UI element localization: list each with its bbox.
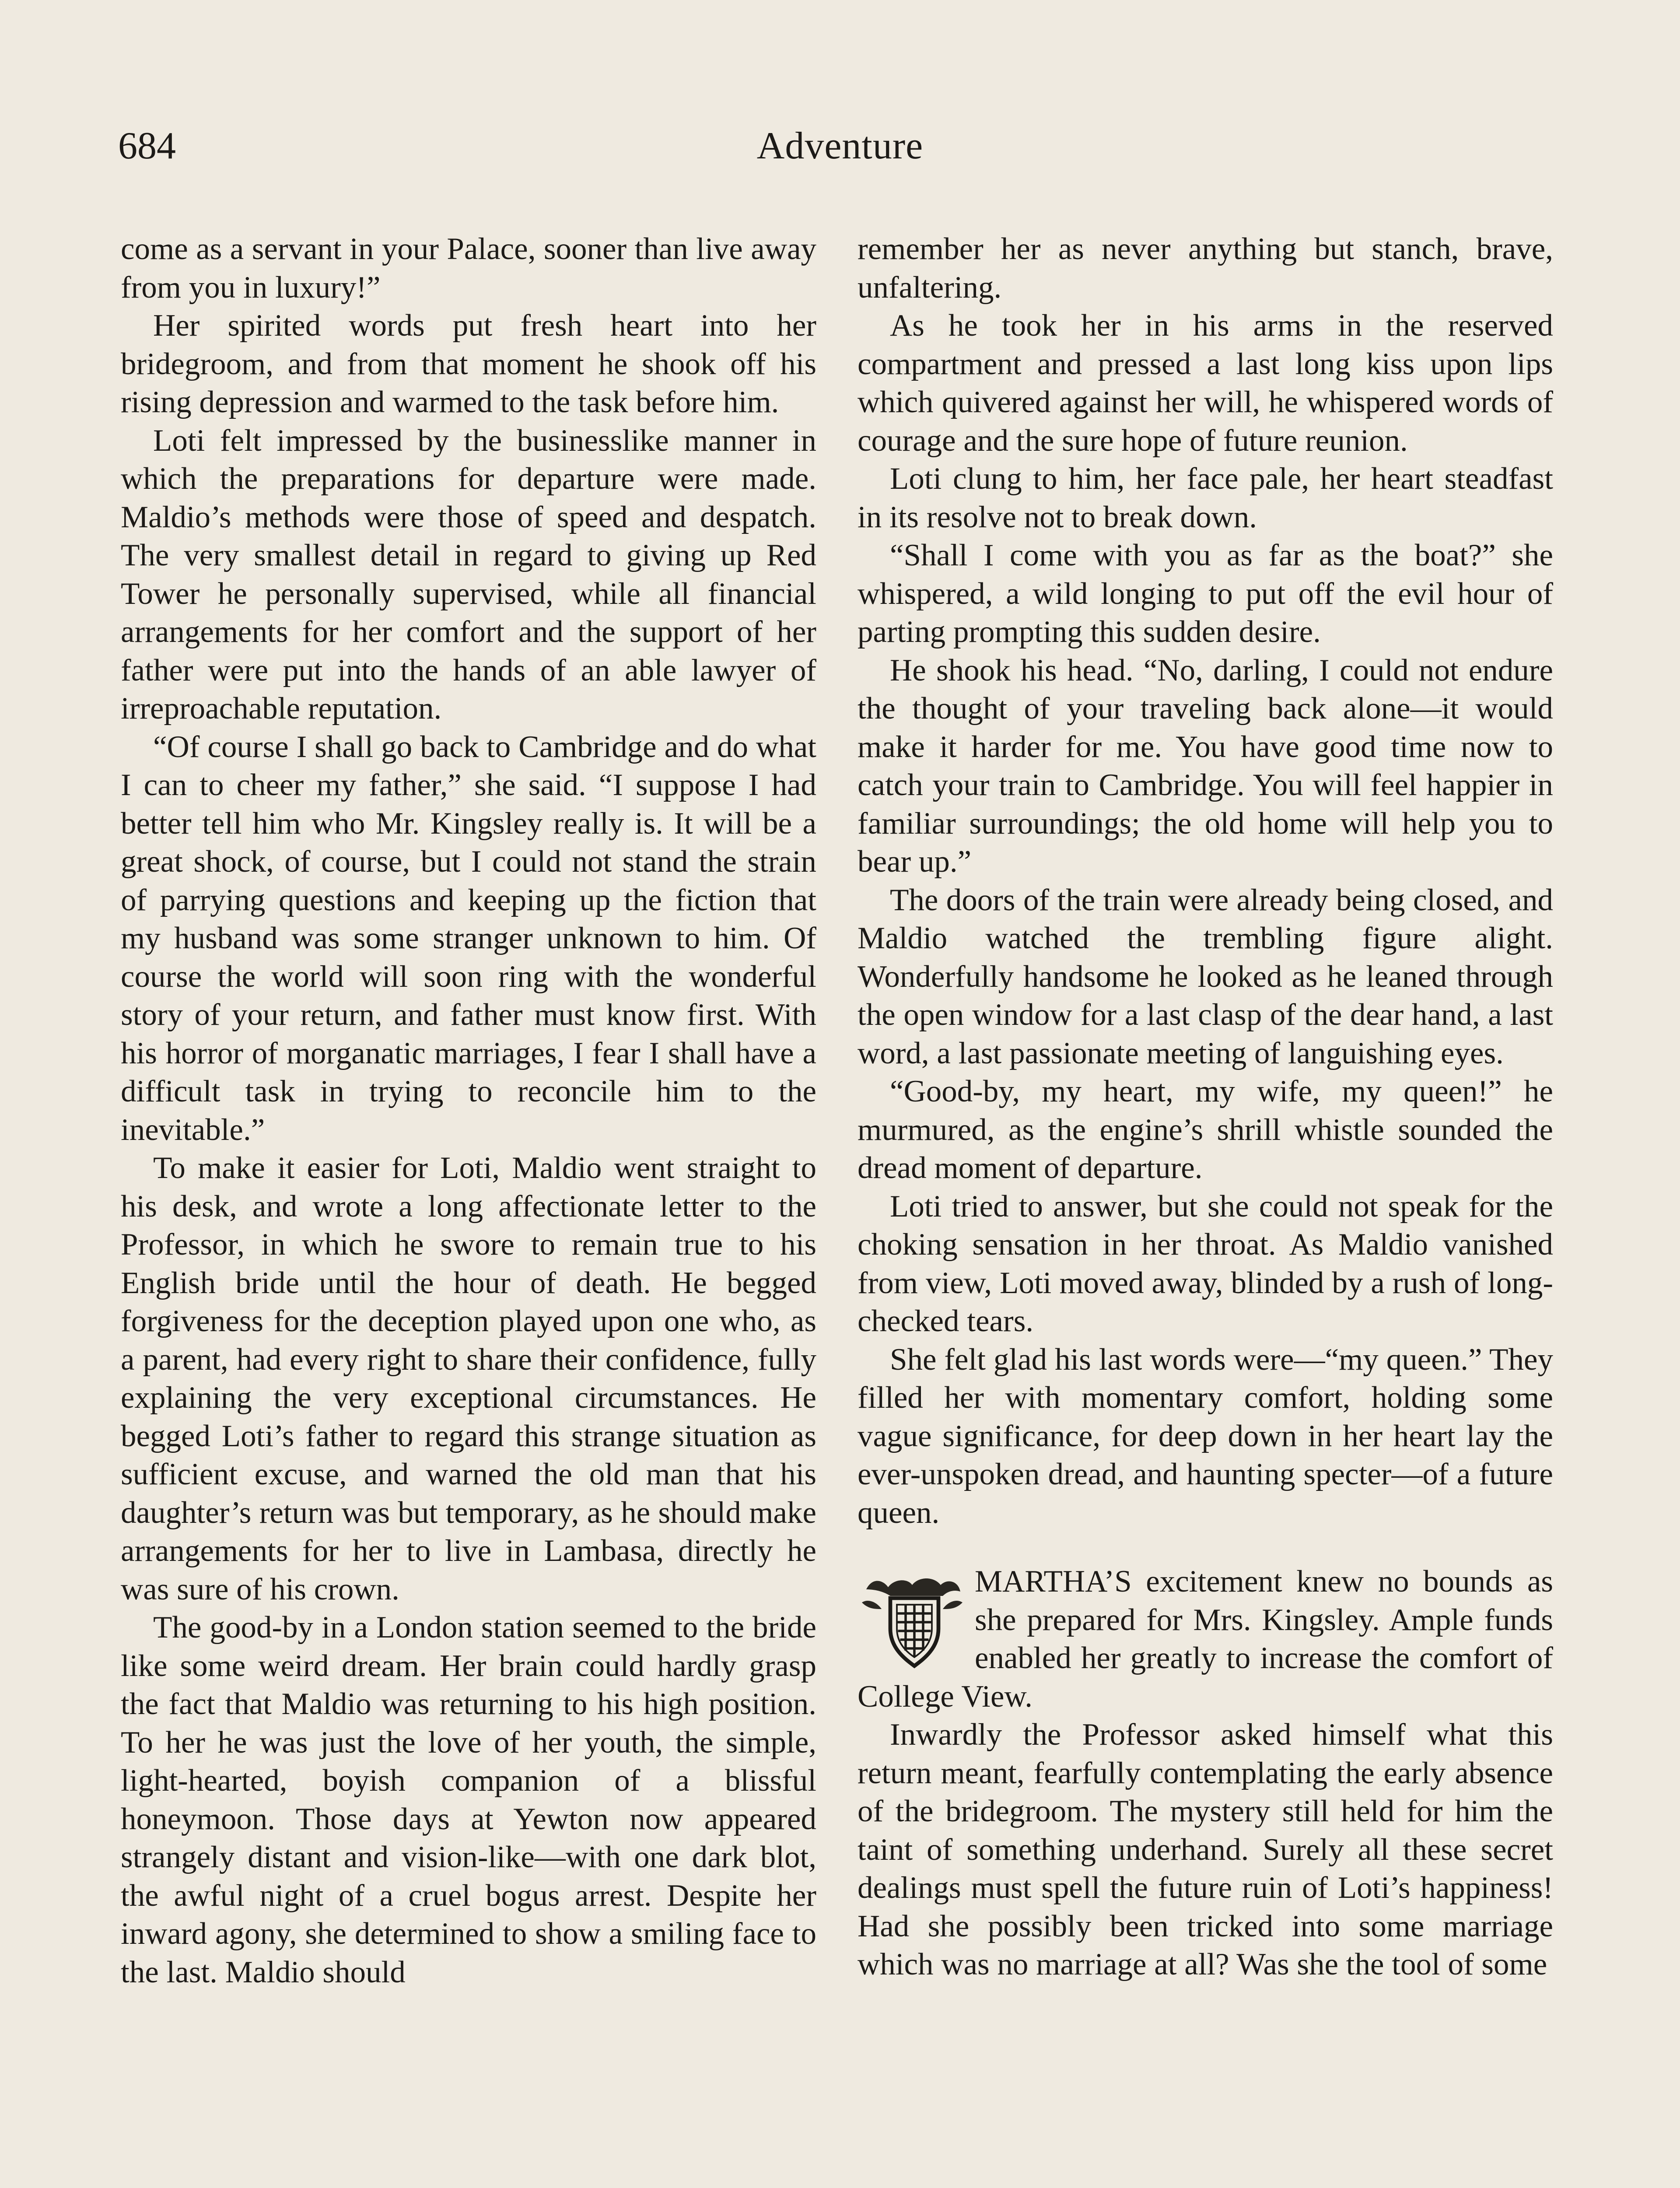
paragraph: As he took her in his arms in the reserved compartment and pressed a last long kiss upon lips which quivered against her will, he whispered words of courage and the sure hope of future reunion.: [858, 309, 1553, 458]
running-head-title: Adventure: [756, 125, 924, 167]
paragraph: “Good-by, my heart, my wife, my queen!” he murmured, as the engine’s shrill whistle sounded the dread moment of departure.: [858, 1074, 1553, 1185]
paragraph: The doors of the train were already being closed, and Maldio watched the trembling figure alight. Wonderfully handsome he looked as he leaned through the open window for a last clasp of the dear hand, a last word, a last passionate meeting of languishing eyes.: [858, 883, 1553, 1070]
paragraph: come as a servant in your Palace, sooner than live away from you in luxury!”: [121, 232, 816, 305]
paragraph: Inwardly the Professor asked himself what this return meant, fearfully contemplating the early absence of the bridegroom. The mystery still held for him the taint of something underhand. Surely all these secret dealings must spell the future ruin of Loti’s happiness! Had she possibly been tricked into some marriage which was no marriage at all? Was she the tool of some: [858, 1718, 1553, 1981]
paragraph: Loti felt impressed by the businesslike manner in which the preparations for departure were made. Maldio’s methods were those of speed and despatch. The very smallest detail in regard to giving up Red Tower he personally supervised, while all financial arrangements for her comfort and the support of her father were put into the hands of an able lawyer of irreproachable reputation.: [121, 423, 816, 726]
decorative-shield-ornament-icon: [858, 1565, 967, 1675]
right-column: [858, 230, 1553, 1984]
paragraph: Her spirited words put fresh heart into her bridegroom, and from that moment he shook off his rising depression and warmed to the task before him.: [121, 309, 816, 419]
section-opening-text: MARTHA’S excitement knew no bounds as she prepared for Mrs. Kingsley. Ample funds enabled her greatly to increase the comfort of College View.: [858, 1564, 1553, 1714]
paragraph: Loti tried to answer, but she could not speak for the choking sensation in her throat. As Maldio vanished from view, Loti moved away, blinded by a rush of long-checked tears.: [858, 1189, 1553, 1338]
paragraph: To make it easier for Loti, Maldio went straight to his desk, and wrote a long affectionate letter to the Professor, in which he swore to remain true to his English bride until the hour of death. He begged forgiveness for the deception played upon one who, as a parent, had every right to share their confidence, fully explaining the very exceptional circumstances. He begged Loti’s father to regard this strange situation as sufficient excuse, and warned the old man that his daughter’s return was but temporary, as he should make arrangements for her to live in Lambasa, directly he was sure of his crown.: [121, 1151, 816, 1606]
section-opening-paragraph: [858, 1563, 1553, 1716]
paragraph: “Of course I shall go back to Cambridge and do what I can to cheer my father,” she said. “I suppose I had better tell him who Mr. Kingsley really is. It will be a great shock, of course, but I could not stand the strain of parrying questions and keeping up the fiction that my husband was some stranger unknown to him. Of course the world will soon ring with the wonderful story of your return, and father must know first. With his horror of morganatic marriages, I fear I shall have a difficult task in trying to reconcile him to the inevitable.”: [121, 729, 816, 1147]
page-number: 684: [118, 125, 176, 167]
paragraph: remember her as never anything but stanch, brave, unfaltering.: [858, 232, 1553, 305]
paragraph: “Shall I come with you as far as the boat?” she whispered, a wild longing to put off the evil hour of parting prompting this sudden desire.: [858, 538, 1553, 649]
paragraph: He shook his head. “No, darling, I could not endure the thought of your traveling back alone—it would make it harder for me. You have good time now to catch your train to Cambridge. You will feel happier in familiar surroundings; the old home will help you to bear up.”: [858, 653, 1553, 879]
left-column: [121, 230, 816, 1992]
paragraph: Loti clung to him, her face pale, her heart steadfast in its resolve not to break down.: [858, 462, 1553, 534]
paragraph: She felt glad his last words were—“my queen.” They filled her with momentary comfort, holding some vague significance, for deep down in her heart lay the ever-unspoken dread, and haunting specter—of a future queen.: [858, 1342, 1553, 1530]
section-break: [858, 1532, 1553, 1563]
paragraph: The good-by in a London station seemed to the bride like some weird dream. Her brain could hardly grasp the fact that Maldio was returning to his high position. To her he was just the love of her youth, the simple, light-hearted, boyish companion of a blissful honeymoon. Those days at Yewton now appeared strangely distant and vision-like—with one dark blot, the awful night of a cruel bogus arrest. Despite her inward agony, she determined to show a smiling face to the last. Maldio should: [121, 1610, 816, 1989]
